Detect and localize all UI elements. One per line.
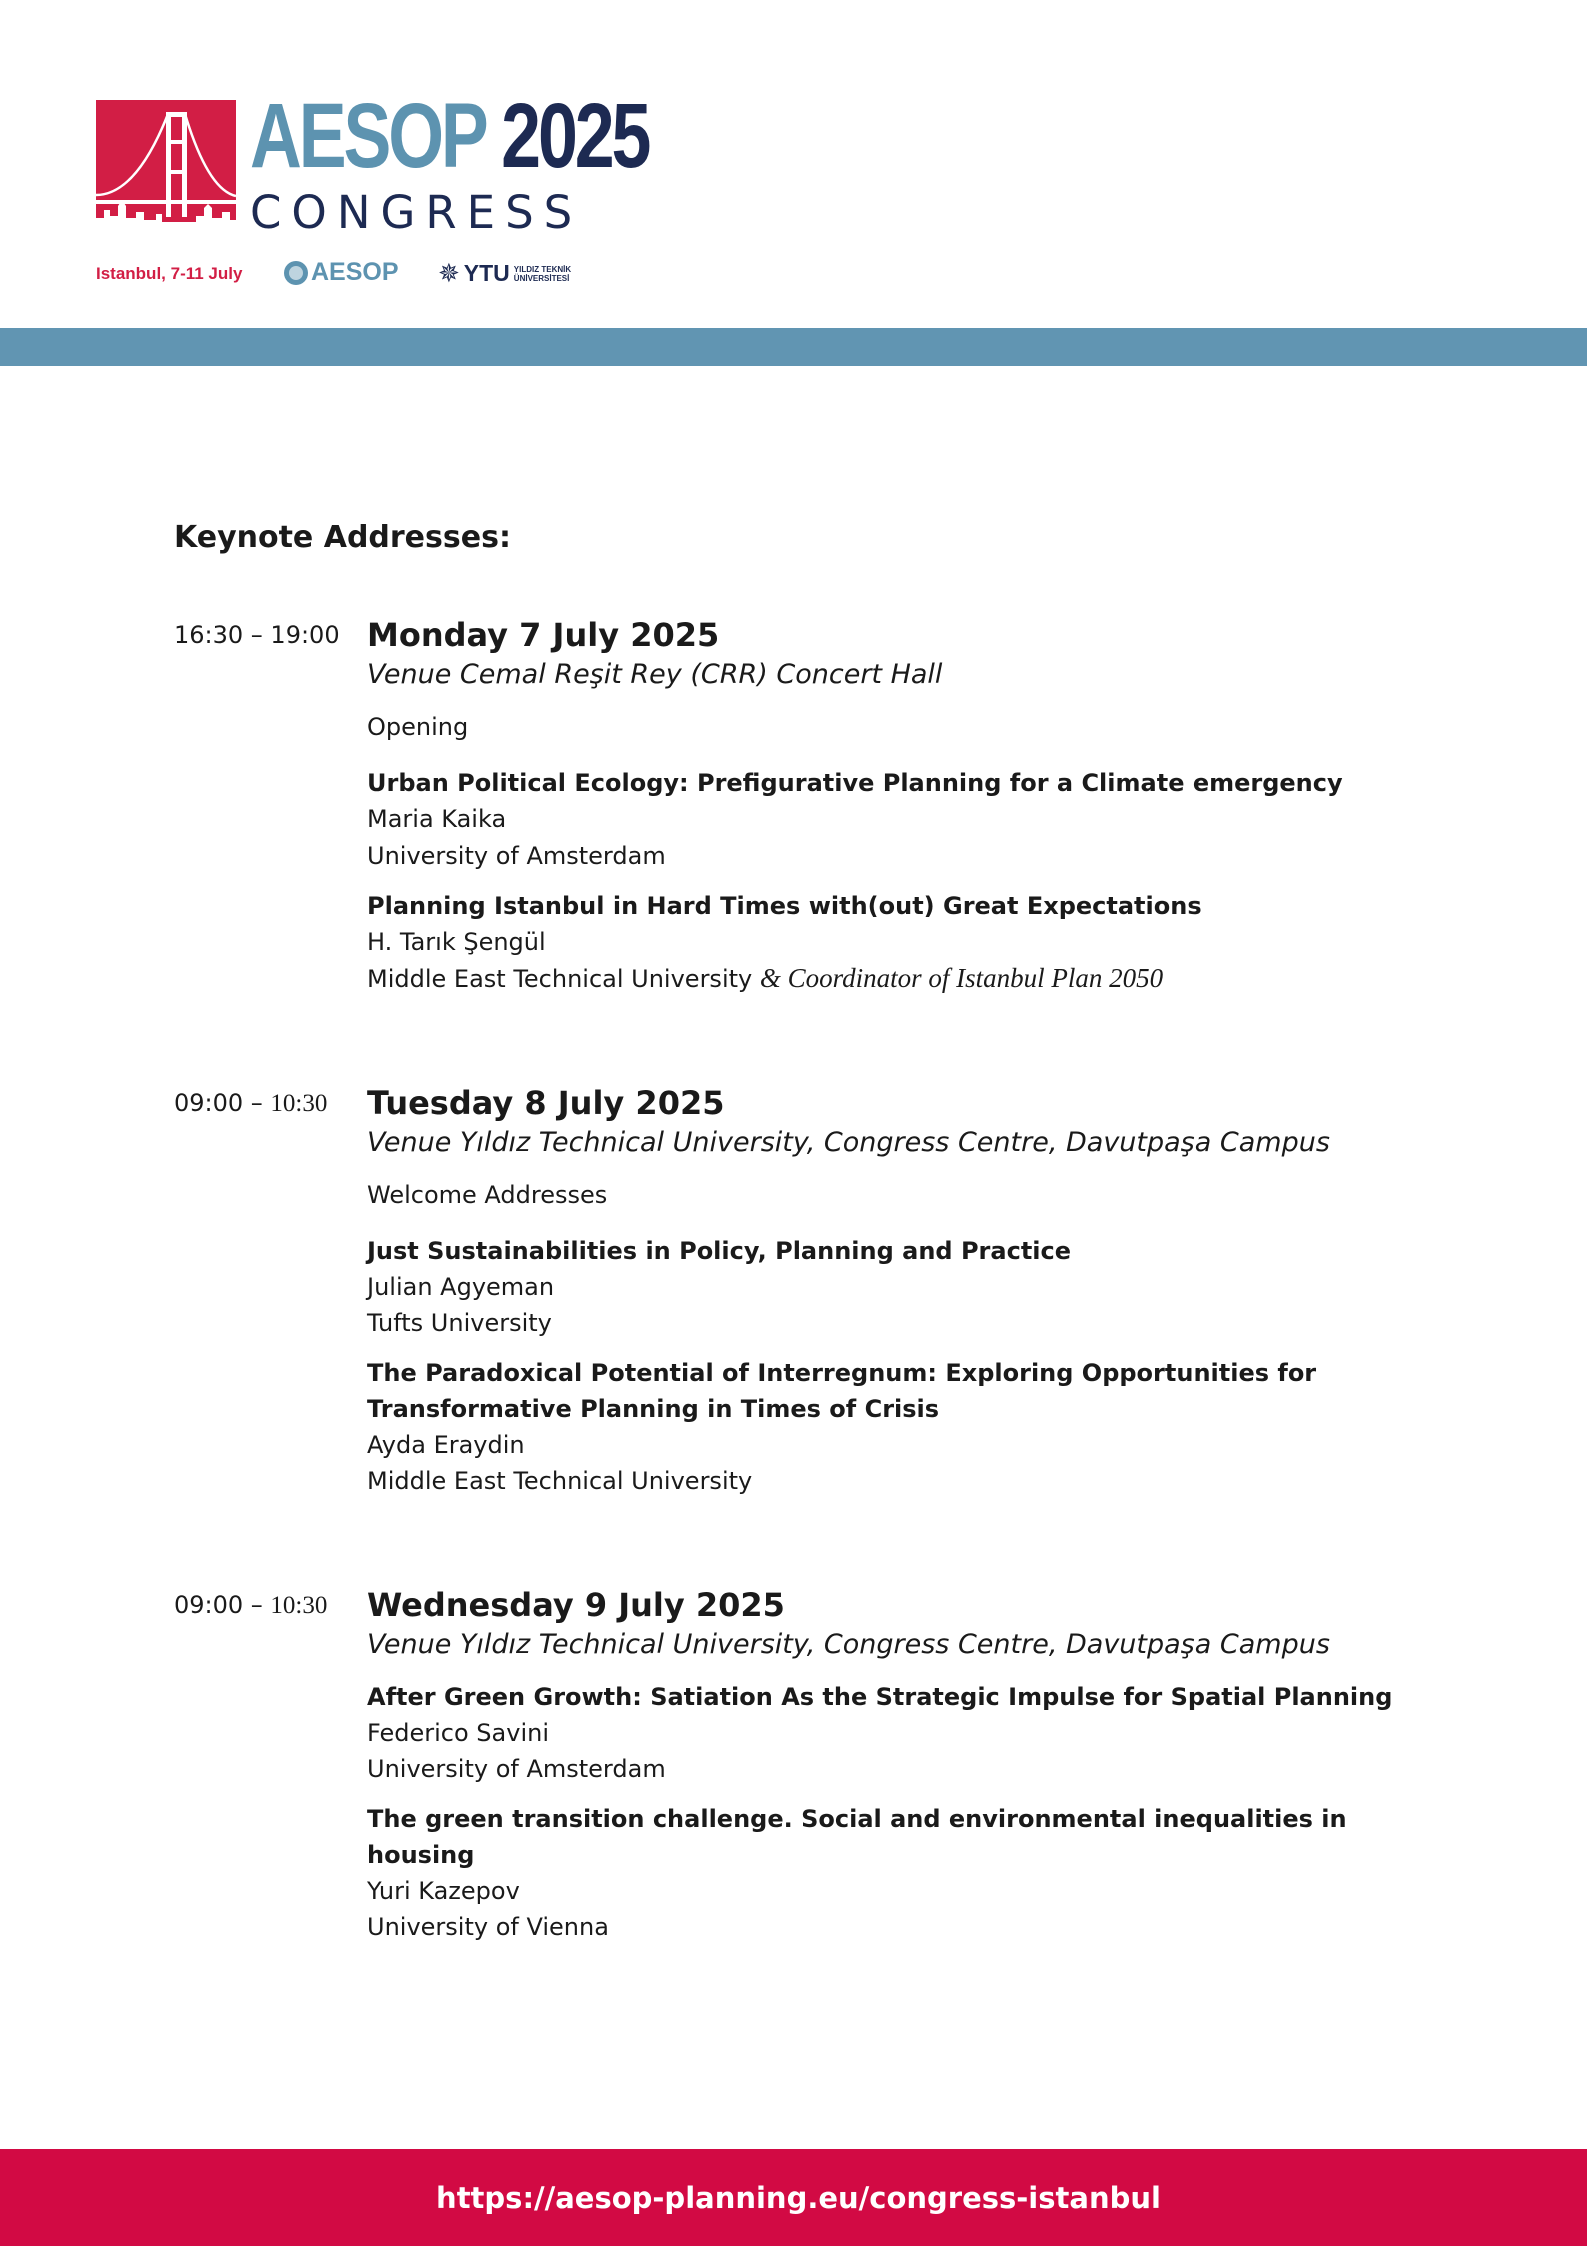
session-time-start: 09:00 – bbox=[174, 1089, 271, 1117]
keynote-talk bbox=[367, 765, 1434, 874]
logo-title bbox=[250, 85, 649, 187]
talk-speaker: Federico Savini bbox=[367, 1719, 549, 1747]
talk-title: The green transition challenge. Social and environmental inequalities in housing bbox=[367, 1805, 1347, 1869]
talk-affiliation: University of Amsterdam bbox=[367, 1755, 666, 1783]
logo-word-year: 2025 bbox=[501, 85, 649, 187]
talk-affiliation: Middle East Technical University bbox=[367, 1467, 753, 1495]
session-time bbox=[174, 1591, 327, 1620]
talk-title: Urban Political Ecology: Prefigurative Planning for a Climate emergency bbox=[367, 769, 1343, 797]
logo-word-aesop: AESOP bbox=[250, 85, 485, 187]
talk-affiliation-extra: & Coordinator of Istanbul Plan 2050 bbox=[759, 963, 1164, 993]
talk-affiliation bbox=[367, 960, 1434, 997]
logo-subtitle: CONGRESS bbox=[250, 186, 583, 239]
congress-url-link[interactable]: https://aesop-planning.eu/congress-istanbul bbox=[436, 2180, 1161, 2215]
day-venue: Venue Cemal Reşit Rey (CRR) Concert Hall bbox=[367, 659, 943, 690]
talk-speaker: Julian Agyeman bbox=[367, 1273, 555, 1301]
day-date: Monday 7 July 2025 bbox=[367, 616, 720, 654]
talk-affiliation: Tufts University bbox=[367, 1309, 552, 1337]
location-dates: Istanbul, 7-11 July bbox=[96, 264, 243, 283]
keynote-talk bbox=[367, 1801, 1434, 1945]
header-divider-bar bbox=[0, 328, 1587, 366]
aesop-congress-logo bbox=[96, 85, 649, 296]
day-block-wednesday bbox=[174, 1585, 1434, 1945]
session-time-end: 10:30 bbox=[270, 1090, 328, 1117]
day-venue: Venue Yıldız Technical University, Congress Centre, Davutpaşa Campus bbox=[367, 1127, 1330, 1158]
logo-sub-row bbox=[96, 254, 596, 294]
keynote-talk bbox=[367, 1355, 1434, 1499]
globe-icon bbox=[284, 261, 308, 285]
ytu-logo bbox=[438, 258, 571, 289]
page-heading: Keynote Addresses: bbox=[174, 520, 511, 555]
talk-affiliation-name: University of Amsterdam bbox=[367, 842, 666, 870]
footer-bar bbox=[0, 2149, 1587, 2246]
session-time-end: 10:30 bbox=[270, 1592, 328, 1619]
ytu-logo-text: YTU bbox=[463, 260, 510, 286]
ytu-full-name-line-2: ÜNİVERSİTESİ bbox=[513, 273, 570, 283]
aesop-org-logo-text: AESOP bbox=[311, 258, 399, 286]
star-icon: ✵ bbox=[438, 258, 460, 288]
keynote-content bbox=[174, 520, 1434, 2031]
talk-speaker: Maria Kaika bbox=[367, 805, 507, 833]
session-time bbox=[174, 621, 340, 650]
day-date: Tuesday 8 July 2025 bbox=[367, 1084, 725, 1122]
talk-affiliation-name: Middle East Technical University bbox=[367, 965, 760, 993]
talk-speaker: Yuri Kazepov bbox=[367, 1877, 520, 1905]
talk-affiliation bbox=[367, 837, 1434, 874]
talk-speaker: Ayda Eraydin bbox=[367, 1431, 525, 1459]
ytu-full-name-line-1: YILDIZ TEKNİK bbox=[513, 264, 572, 274]
session-time bbox=[174, 1089, 327, 1118]
talk-speaker: H. Tarık Şengül bbox=[367, 928, 546, 956]
session-time-start: 09:00 – bbox=[174, 1591, 271, 1619]
talk-affiliation: University of Vienna bbox=[367, 1913, 609, 1941]
day-block-tuesday bbox=[174, 1083, 1434, 1499]
session-time-start: 16:30 – 19:00 bbox=[174, 621, 340, 649]
talk-title: The Paradoxical Potential of Interregnum: Exploring Opportunities for Transformative Planning in Times of Crisis bbox=[367, 1359, 1317, 1423]
keynote-talk bbox=[367, 1233, 1434, 1341]
ytu-full-name bbox=[514, 265, 571, 283]
day-date: Wednesday 9 July 2025 bbox=[367, 1586, 785, 1624]
bosphorus-bridge-logo-icon bbox=[96, 100, 236, 234]
keynote-talk bbox=[367, 888, 1434, 997]
day-venue: Venue Yıldız Technical University, Congress Centre, Davutpaşa Campus bbox=[367, 1629, 1330, 1660]
talk-title: After Green Growth: Satiation As the Strategic Impulse for Spatial Planning bbox=[367, 1683, 1393, 1711]
keynote-talk bbox=[367, 1679, 1434, 1787]
day-block-monday bbox=[174, 615, 1434, 997]
talk-title: Just Sustainabilities in Policy, Planning and Practice bbox=[367, 1237, 1072, 1265]
talk-title: Planning Istanbul in Hard Times with(out) Great Expectations bbox=[367, 892, 1202, 920]
aesop-org-logo bbox=[284, 258, 399, 287]
session-intro: Opening bbox=[367, 713, 469, 741]
session-intro: Welcome Addresses bbox=[367, 1181, 608, 1209]
